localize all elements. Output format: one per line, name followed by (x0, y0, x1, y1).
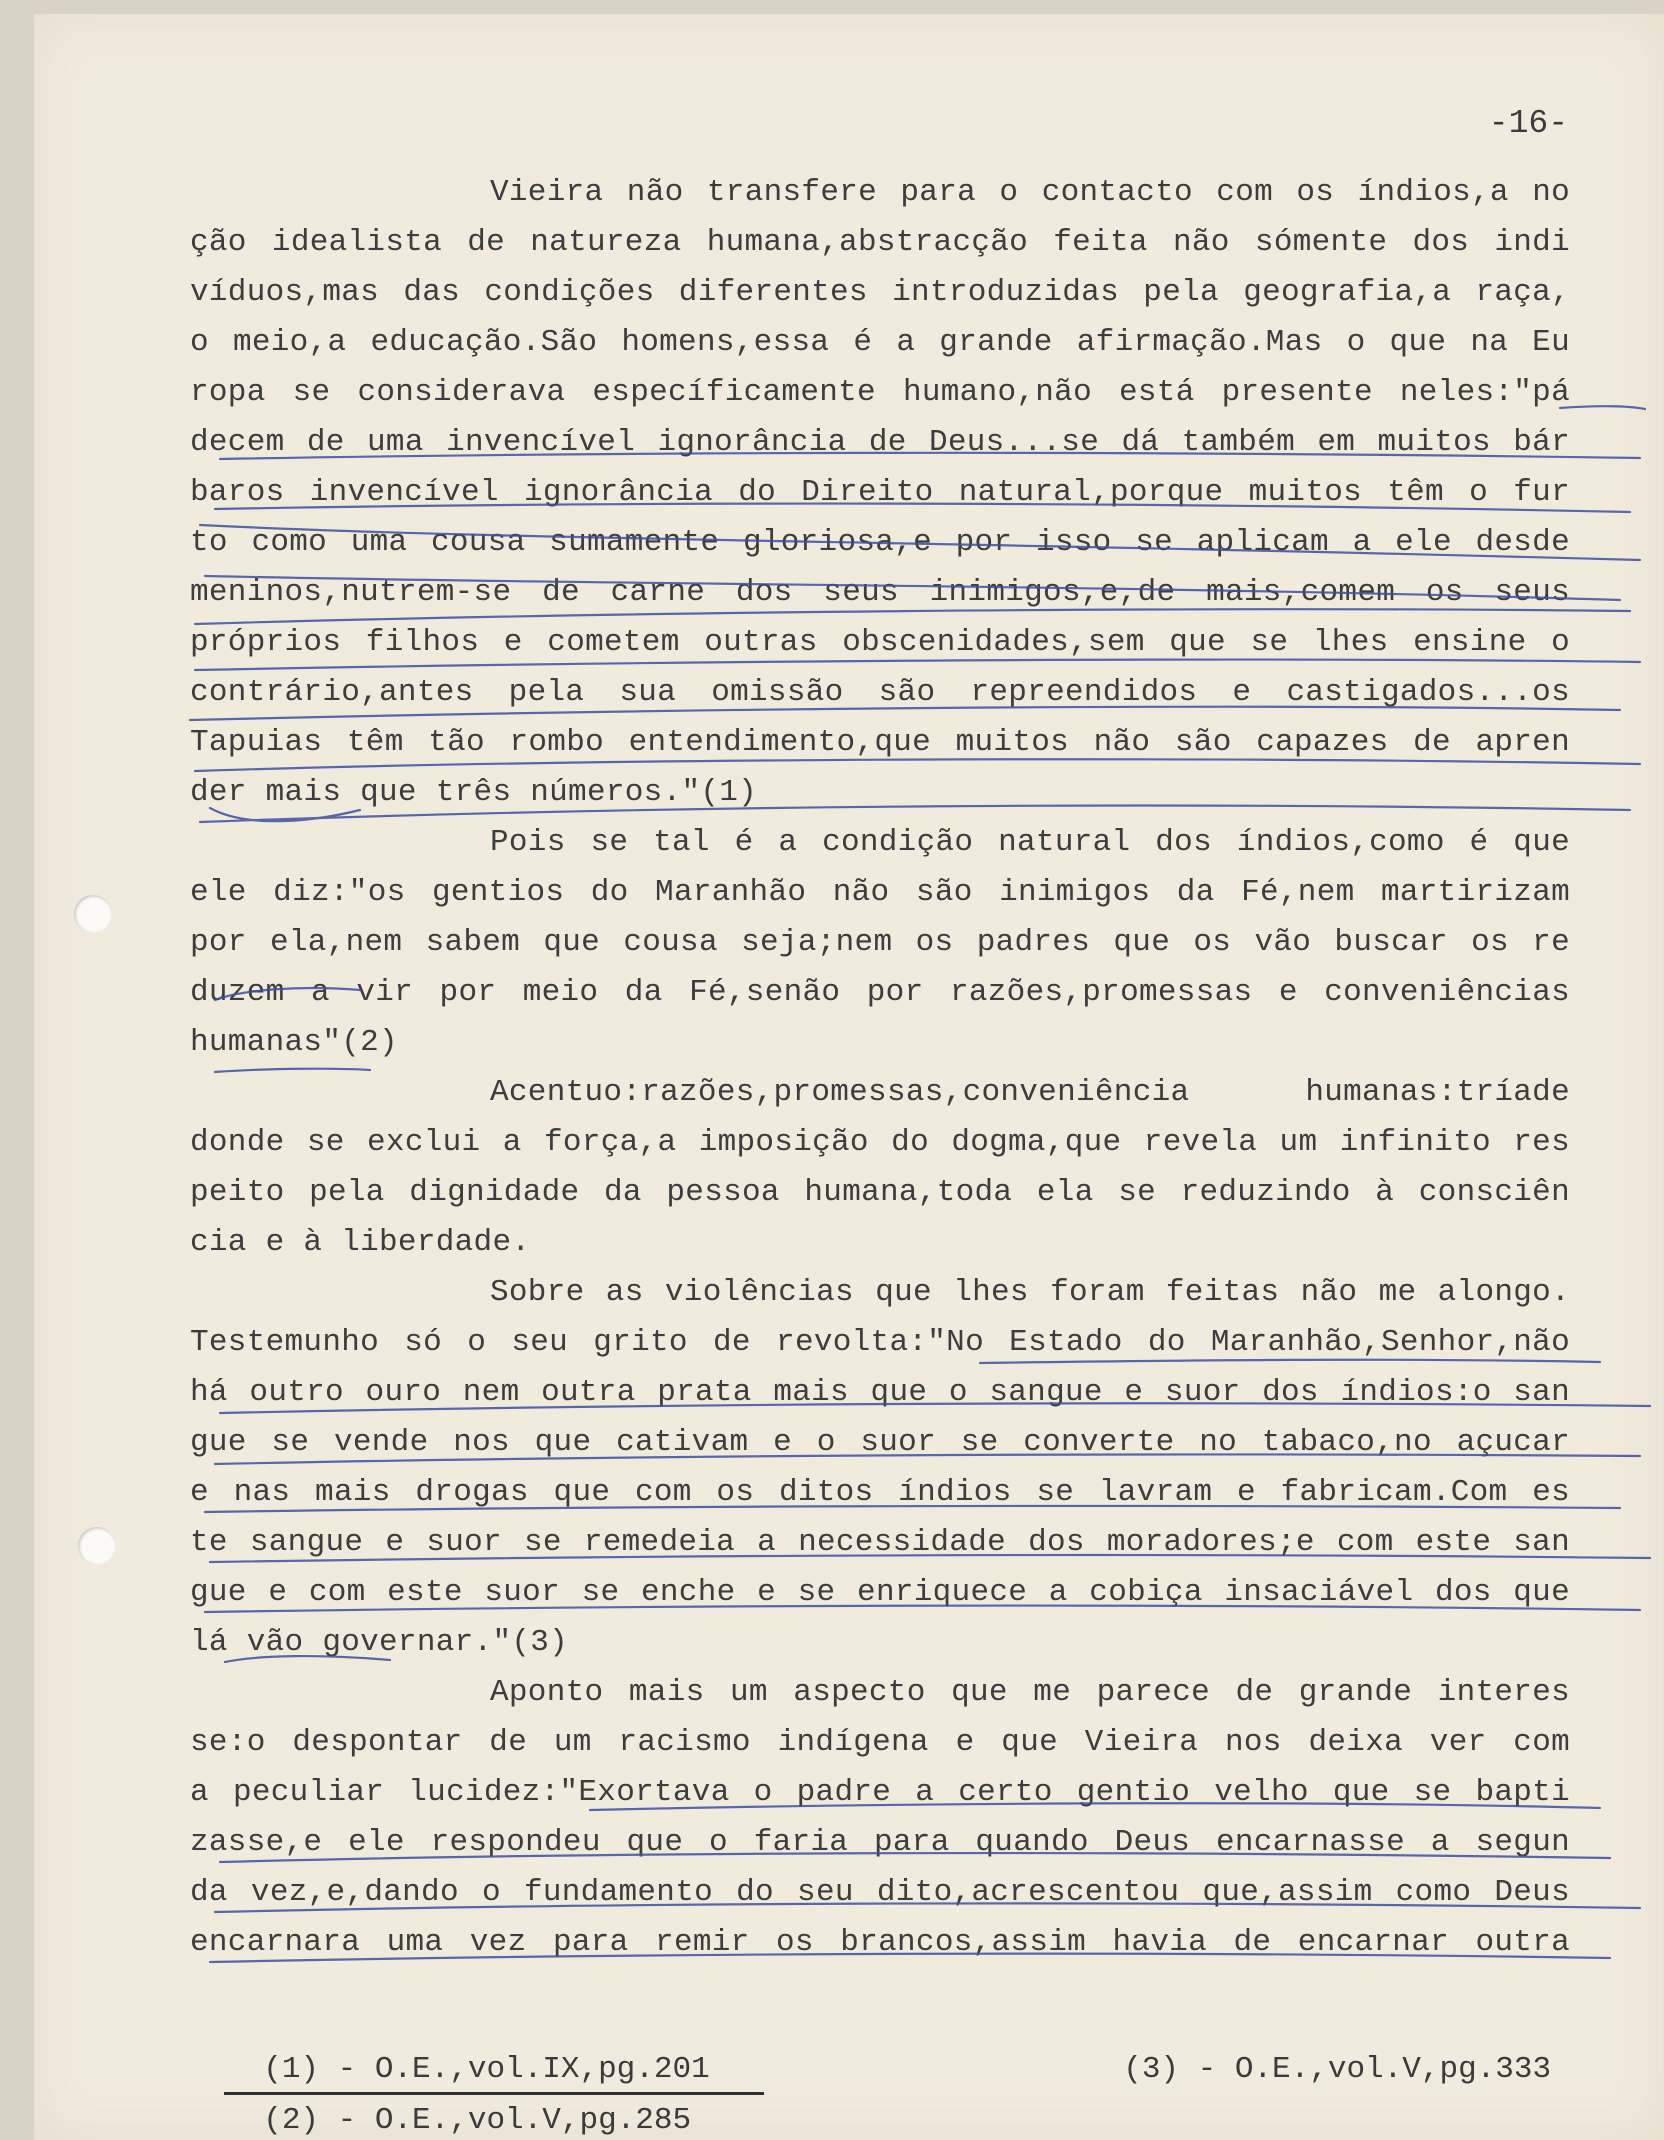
text-line: Acentuo:razões,promessas,conveniência humanas:tríade (490, 1075, 1570, 1110)
punch-hole-lower (78, 1527, 116, 1565)
text-line: da vez,e,dando o fundamento do seu dito,acrescentou que,assim como Deus (190, 1875, 1570, 1910)
footnote-marker: (3) (1123, 2052, 1180, 2087)
footnote-marker: (1) (263, 2052, 320, 2087)
text-line: víduos,mas das condições diferentes introduzidas pela geografia,a raça, (190, 275, 1570, 310)
text-line: Vieira não transfere para o contacto com os índios,a no (490, 175, 1570, 210)
text-line: cia e à liberdade. (190, 1225, 531, 1260)
text-line: ropa se considerava específicamente humano,não está presente neles:"pá (190, 375, 1570, 410)
text-line: donde se exclui a força,a imposição do dogma,que revela um infinito res (190, 1125, 1570, 1160)
text-line: e nas mais drogas que com os ditos índios se lavram e fabricam.Com es (190, 1475, 1570, 1510)
text-line: Aponto mais um aspecto que me parece de grande interes (490, 1675, 1570, 1710)
text-line: contrário,antes pela sua omissão são repreendidos e castigados...os (190, 675, 1570, 710)
footnote (226, 2068, 691, 2138)
text-line: duzem a vir por meio da Fé,senão por razões,promessas e conveniências (190, 975, 1570, 1010)
text-line: Tapuias têm tão rombo entendimento,que muitos não são capazes de apren (190, 725, 1570, 760)
page-number: -16- (1488, 105, 1568, 142)
text-line: humanas"(2) (190, 1025, 398, 1060)
footnote-text: - O.E.,vol.IX,pg.201 (319, 2052, 710, 2087)
text-line: Pois se tal é a condição natural dos índios,como é que (490, 825, 1570, 860)
text-line: der mais que três números."(1) (190, 775, 758, 810)
text-line: zasse,e ele respondeu que o faria para quando Deus encarnasse a segun (190, 1825, 1570, 1860)
text-line: Testemunho só o seu grito de revolta:"No Estado do Maranhão,Senhor,não (190, 1325, 1570, 1360)
body-text (190, 168, 1570, 1968)
footnote-text: - O.E.,vol.V,pg.333 (1179, 2052, 1552, 2087)
text-line: se:o despontar de um racismo indígena e que Vieira nos deixa ver com (190, 1725, 1570, 1760)
text-line: o meio,a educação.São homens,essa é a grande afirmação.Mas o que na Eu (190, 325, 1570, 360)
text-line: ele diz:"os gentios do Maranhão não são inimigos da Fé,nem martirizam (190, 875, 1570, 910)
text-line: te sangue e suor se remedeia a necessidade dos moradores;e com este san (190, 1525, 1570, 1560)
text-line: gue e com este suor se enche e se enriquece a cobiça insaciável dos que (190, 1575, 1570, 1610)
text-line: próprios filhos e cometem outras obscenidades,sem que se lhes ensine o (190, 625, 1570, 660)
text-line: encarnara uma vez para remir os brancos,assim havia de encarnar outra (190, 1925, 1570, 1960)
text-line: há outro ouro nem outra prata mais que o sangue e suor dos índios:o san (190, 1375, 1570, 1410)
footnote (1086, 2017, 1551, 2087)
text-line: to como uma cousa sumamente gloriosa,e por isso se aplicam a ele desde (190, 525, 1570, 560)
text-line: por ela,nem sabem que cousa seja;nem os padres que os vão buscar os re (190, 925, 1570, 960)
punch-hole-upper (74, 895, 112, 933)
footnote-marker: (2) (263, 2103, 320, 2138)
text-line: lá vão governar."(3) (190, 1625, 569, 1660)
text-line: a peculiar lucidez:"Exortava o padre a certo gentio velho que se bapti (190, 1775, 1570, 1810)
text-line: peito pela dignidade da pessoa humana,toda ela se reduzindo à consciên (190, 1175, 1570, 1210)
text-line: ção idealista de natureza humana,abstracção feita não sómente dos indi (190, 225, 1570, 260)
footnote-text: - O.E.,vol.V,pg.285 (319, 2103, 692, 2138)
text-line: decem de uma invencível ignorância de Deus...se dá também em muitos bár (190, 425, 1570, 460)
text-line: baros invencível ignorância do Direito natural,porque muitos têm o fur (190, 475, 1570, 510)
text-line: gue se vende nos que cativam e o suor se converte no tabaco,no açucar (190, 1425, 1570, 1460)
text-line: Sobre as violências que lhes foram feitas não me alongo. (490, 1275, 1570, 1310)
text-line: meninos,nutrem-se de carne dos seus inimigos,e,de mais,comem os seus (190, 575, 1570, 610)
